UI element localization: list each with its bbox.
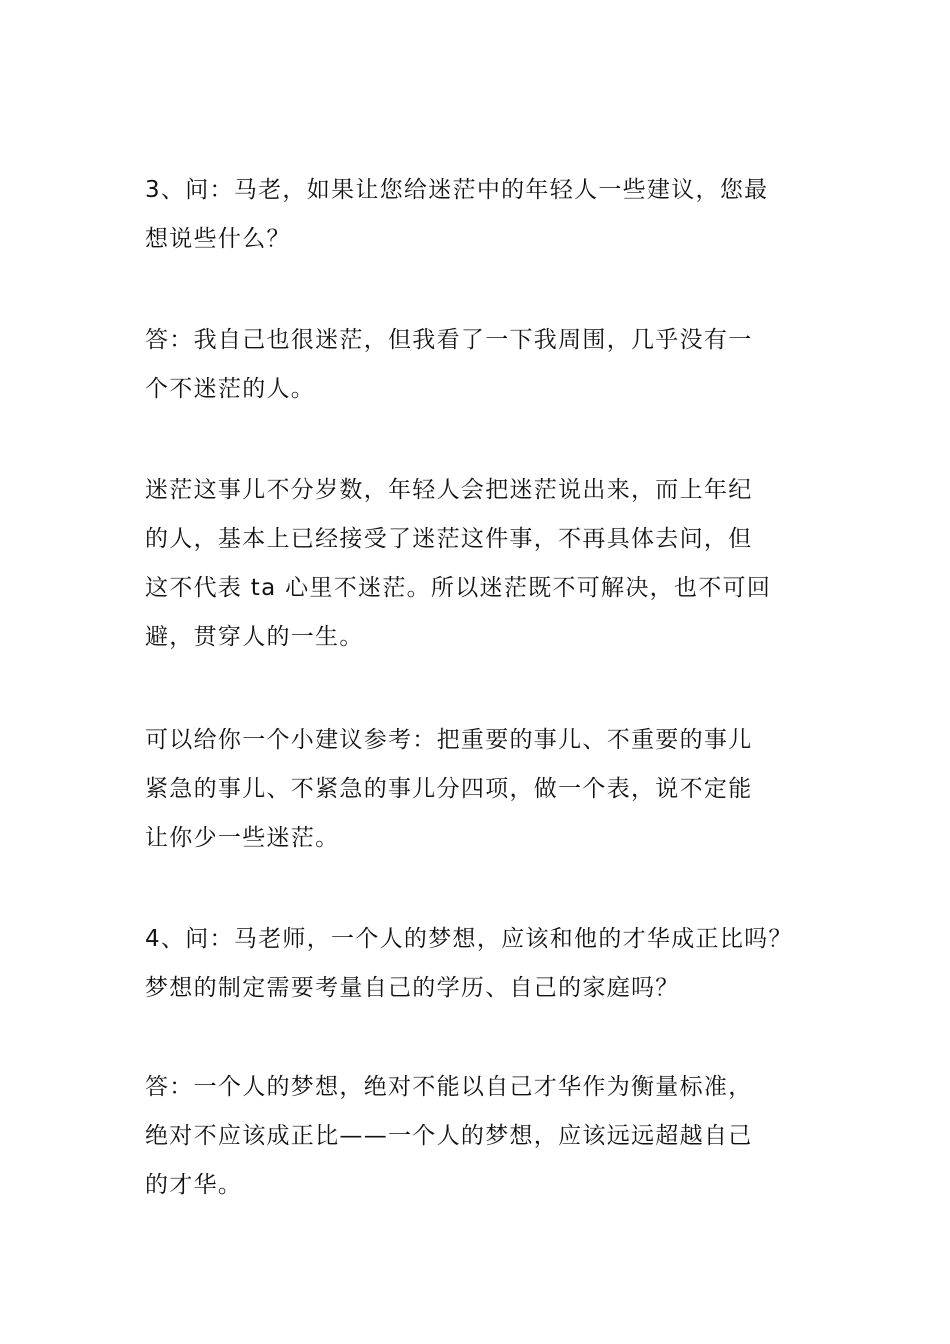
text-line: 让你少一些迷茫。 xyxy=(145,825,340,851)
question-4 xyxy=(145,915,845,1013)
text-line: 的人，基本上已经接受了迷茫这件事，不再具体去问，但 xyxy=(145,526,753,552)
text-line: 的才华。 xyxy=(145,1172,243,1198)
answer-4 xyxy=(145,1063,845,1210)
text-line: 这不代表 ta 心里不迷茫。所以迷茫既不可解决，也不可回 xyxy=(145,575,772,601)
text-line: 答：我自己也很迷茫，但我看了一下我周围，几乎没有一 xyxy=(145,327,753,353)
text-line: 答：一个人的梦想，绝对不能以自己才华作为衡量标准， xyxy=(145,1074,753,1100)
text-line: 4、问：马老师，一个人的梦想，应该和他的才华成正比吗？ xyxy=(145,926,793,952)
text-line: 迷茫这事儿不分岁数，年轻人会把迷茫说出来，而上年纪 xyxy=(145,477,753,503)
text-line: 绝对不应该成正比——一个人的梦想，应该远远超越自己 xyxy=(145,1123,753,1149)
answer-3-paragraph-3 xyxy=(145,716,845,863)
text-line: 个不迷茫的人。 xyxy=(145,376,316,402)
text-line: 梦想的制定需要考量自己的学历、自己的家庭吗？ xyxy=(145,975,680,1001)
text-line: 想说些什么？ xyxy=(145,226,291,252)
text-line: 可以给你一个小建议参考：把重要的事儿、不重要的事儿 xyxy=(145,727,753,753)
text-line: 紧急的事儿、不紧急的事儿分四项，做一个表，说不定能 xyxy=(145,776,753,802)
answer-3-paragraph-1 xyxy=(145,316,845,414)
answer-3-paragraph-2 xyxy=(145,466,845,662)
text-line: 避，贯穿人的一生。 xyxy=(145,624,364,650)
text-line: 3、问：马老，如果让您给迷茫中的年轻人一些建议，您最 xyxy=(145,177,769,203)
question-3 xyxy=(145,166,845,264)
